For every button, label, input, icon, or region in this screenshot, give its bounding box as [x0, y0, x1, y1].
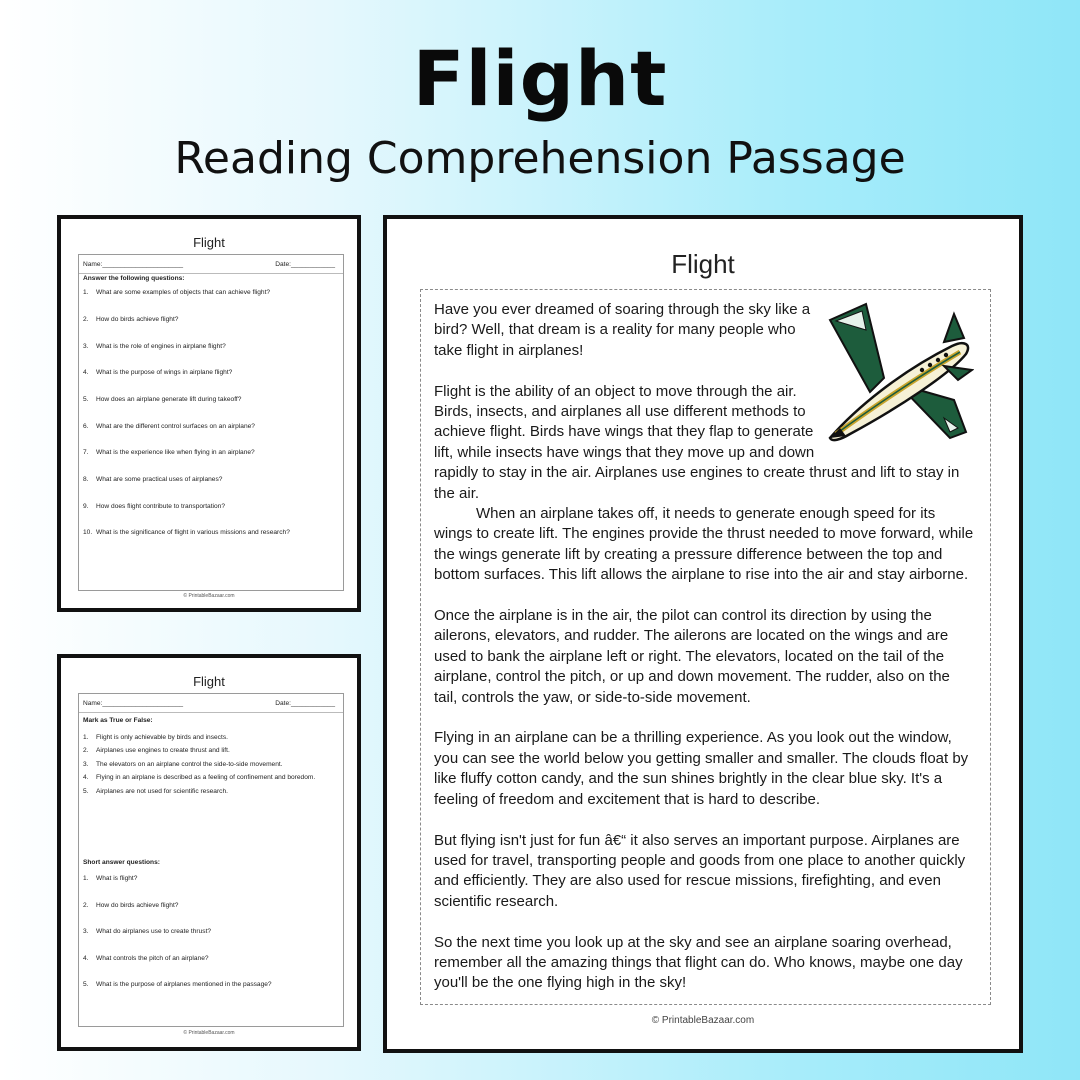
date-field-label: Date:____________: [275, 700, 335, 707]
copyright-footer: © PrintableBazaar.com: [183, 593, 235, 599]
short-answer-item: 1. What is flight?: [83, 875, 138, 882]
tf-item: 3. The elevators on an airplane control the side-to-side movement.: [83, 761, 283, 768]
questions-worksheet: [57, 215, 361, 612]
short-answer-instructions: Short answer questions:: [83, 859, 160, 866]
instructions: Answer the following questions:: [83, 275, 185, 282]
paragraph: So the next time you look up at the sky and see an airplane soaring overhead, remember all the amazing things that flight can do. Who knows, maybe one day you'll be the one flying high in the sky!: [434, 933, 963, 992]
short-answer-item: 2. How do birds achieve flight?: [83, 902, 179, 909]
question-item: 9. How does flight contribute to transportation?: [83, 503, 226, 510]
paragraph: When an airplane takes off, it needs to generate enough speed for its wings to create lift. The engines provide the thrust needed to move forward, while the wings generate lift by creating a pressure difference between the top and bottom surfaces. This lift allows the airplane to rise into the air and stay airborne.: [434, 505, 974, 584]
tf-item: 5. Airplanes are not used for scientific research.: [83, 788, 228, 795]
short-answer-item: 3. What do airplanes use to create thrust?: [83, 928, 212, 935]
paragraph: Flying in an airplane can be a thrilling experience. As you look out the window, you can see the world below you getting smaller and smaller. The clouds float by like fluffy cotton candy, and the sun shines brightly in the clear blue sky. It's a feeling of freedom and excitement that is hard to describe.: [434, 729, 969, 808]
passage-text: [434, 300, 974, 994]
worksheet-frame: [78, 254, 344, 591]
page-title: Flight: [412, 34, 668, 123]
passage-title: Flight: [671, 249, 735, 279]
paragraph: Have you ever dreamed of soaring through the sky like a bird? Well, that dream is a reality for many people who take flight in airplanes!: [434, 301, 811, 359]
paragraph: Flight is the ability of an object to move through the air. Birds, insects, and airplanes all use different methods to achieve flight. Birds have wings that they flap to generate lift, while insects have wings that they move up and down rapidly to stay in the air. Airplanes use engines to create thrust and lift to stay in the air.: [434, 382, 960, 502]
worksheet-title: Flight: [193, 235, 225, 250]
name-date-row: [83, 700, 335, 710]
question-item: 3. What is the role of engines in airplane flight?: [83, 343, 226, 350]
copyright-footer: © PrintableBazaar.com: [651, 1015, 755, 1026]
short-answer-item: 4. What controls the pitch of an airplane?: [83, 955, 209, 962]
worksheet-frame: [78, 693, 344, 1027]
question-item: 6. What are the different control surfaces on an airplane?: [83, 423, 255, 430]
tf-item: 4. Flying in an airplane is described as a feeling of confinement and boredom.: [83, 774, 316, 781]
passage-sheet: [383, 215, 1023, 1053]
tf-instructions: Mark as True or False:: [83, 717, 153, 724]
question-item: 2. How do birds achieve flight?: [83, 316, 179, 323]
page-subtitle: Reading Comprehension Passage: [174, 133, 906, 184]
paragraph: But flying isn't just for fun â€“ it also serves an important purpose. Airplanes are used for travel, transporting people and goods from one place to another quickly and efficiently. They are also used for rescue missions, firefighting, and even scientific research.: [434, 831, 966, 910]
divider: [79, 273, 343, 274]
question-item: 5. How does an airplane generate lift during takeoff?: [83, 396, 242, 403]
name-date-row: [83, 261, 335, 271]
name-field-label: Name:______________________: [83, 700, 184, 707]
question-item: 7. What is the experience like when flying in an airplane?: [83, 449, 255, 456]
copyright-footer: © PrintableBazaar.com: [183, 1030, 235, 1036]
date-field-label: Date:____________: [275, 261, 335, 268]
divider: [79, 712, 343, 713]
short-answer-item: 5. What is the purpose of airplanes mentioned in the passage?: [83, 981, 272, 988]
question-item: 8. What are some practical uses of airplanes?: [83, 476, 223, 483]
airplane-illustration: [826, 300, 974, 450]
question-item: 1. What are some examples of objects that can achieve flight?: [83, 289, 271, 296]
tf-item: 1. Flight is only achievable by birds and insects.: [83, 734, 228, 741]
question-item: 4. What is the purpose of wings in airplane flight?: [83, 369, 233, 376]
worksheet-title: Flight: [193, 674, 225, 689]
passage-frame: [420, 289, 991, 1005]
name-field-label: Name:______________________: [83, 261, 184, 268]
paragraph: Once the airplane is in the air, the pilot can control its direction by using the ailerons, elevators, and rudder. The ailerons are located on the wings and are used to bank the airplane left or right. The elevators, located on the tail of the airplane, control the pitch, or up and down movement. The rudder, also on the tail, controls the yaw, or side-to-side movement.: [434, 607, 950, 706]
question-item: 10. What is the significance of flight in various missions and research?: [83, 529, 290, 536]
true-false-worksheet: [57, 654, 361, 1051]
tf-item: 2. Airplanes use engines to create thrust and lift.: [83, 747, 230, 754]
